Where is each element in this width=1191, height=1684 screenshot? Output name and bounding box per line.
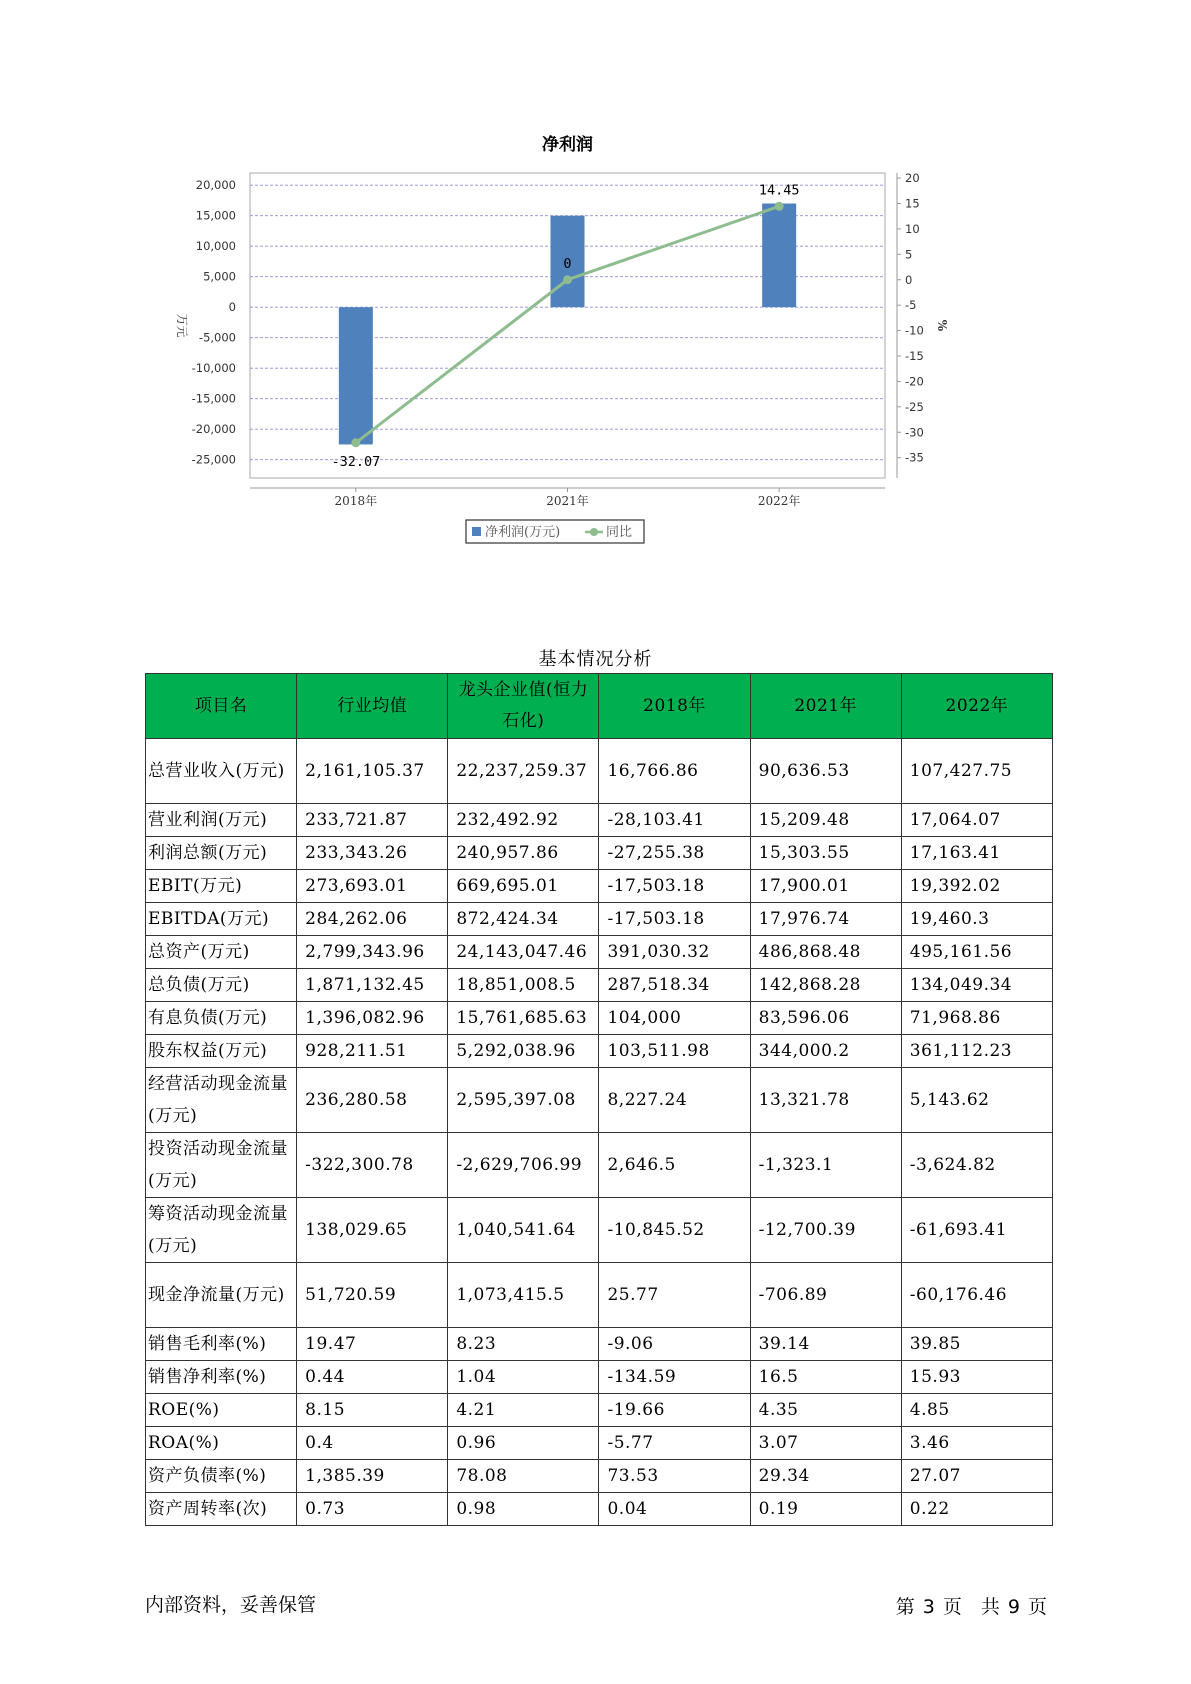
value-cell: 4.35	[750, 1394, 901, 1427]
value-cell: 19,392.02	[901, 870, 1052, 903]
value-cell: 15,209.48	[750, 804, 901, 837]
table-row	[146, 1133, 1053, 1198]
y-left-tick-label: -25,000	[191, 452, 236, 467]
value-cell: 284,262.06	[297, 903, 448, 936]
value-cell: 16.5	[750, 1361, 901, 1394]
value-cell: -17,503.18	[599, 903, 750, 936]
value-cell: 4.21	[448, 1394, 599, 1427]
value-cell: 8,227.24	[599, 1068, 750, 1133]
value-cell: 0.19	[750, 1493, 901, 1526]
value-cell: 8.15	[297, 1394, 448, 1427]
value-cell: 19,460.3	[901, 903, 1052, 936]
value-cell: 73.53	[599, 1460, 750, 1493]
value-cell: 39.14	[750, 1328, 901, 1361]
value-cell: 486,868.48	[750, 936, 901, 969]
chart-title: 净利润	[542, 135, 593, 155]
value-cell: 90,636.53	[750, 739, 901, 804]
row-label-cell: 总资产(万元)	[146, 936, 297, 969]
value-cell: -3,624.82	[901, 1133, 1052, 1198]
value-cell: 22,237,259.37	[448, 739, 599, 804]
value-cell: 0.44	[297, 1361, 448, 1394]
value-cell: 872,424.34	[448, 903, 599, 936]
value-cell: 0.73	[297, 1493, 448, 1526]
y-right-tick-label: -30	[905, 425, 924, 440]
table-row	[146, 804, 1053, 837]
value-cell: 142,868.28	[750, 969, 901, 1002]
page-current: 3	[922, 1596, 935, 1618]
y-right-tick-label: -5	[905, 298, 917, 313]
value-cell: 17,064.07	[901, 804, 1052, 837]
table-row	[146, 969, 1053, 1002]
value-cell: 39.85	[901, 1328, 1052, 1361]
table-row	[146, 1263, 1053, 1328]
value-cell: 19.47	[297, 1328, 448, 1361]
x-tick-label: 2021年	[546, 494, 589, 508]
x-tick-label: 2022年	[757, 494, 801, 508]
value-cell: 287,518.34	[599, 969, 750, 1002]
value-cell: 669,695.01	[448, 870, 599, 903]
value-cell: 1.04	[448, 1361, 599, 1394]
table-row	[146, 1493, 1053, 1526]
value-cell: -10,845.52	[599, 1198, 750, 1263]
table-row	[146, 1427, 1053, 1460]
row-label-cell: 筹资活动现金流量(万元)	[146, 1198, 297, 1263]
legend-bar-swatch	[472, 527, 481, 536]
value-cell: 273,693.01	[297, 870, 448, 903]
yoy-point	[775, 202, 784, 211]
yoy-point	[563, 275, 572, 284]
row-label-cell: EBIT(万元)	[146, 870, 297, 903]
yoy-data-label: 14.45	[758, 182, 800, 199]
value-cell: 0.04	[599, 1493, 750, 1526]
value-cell: 13,321.78	[750, 1068, 901, 1133]
value-cell: -17,503.18	[599, 870, 750, 903]
value-cell: -12,700.39	[750, 1198, 901, 1263]
y-right-tick-label: -10	[905, 323, 924, 338]
value-cell: 2,595,397.08	[448, 1068, 599, 1133]
value-cell: -5.77	[599, 1427, 750, 1460]
legend-line-label: 同比	[606, 525, 633, 540]
page-suffix: 页	[1027, 1596, 1047, 1618]
table-row	[146, 1361, 1053, 1394]
value-cell: 5,292,038.96	[448, 1035, 599, 1068]
value-cell: 15,303.55	[750, 837, 901, 870]
value-cell: 25.77	[599, 1263, 750, 1328]
table-row	[146, 1328, 1053, 1361]
table-row	[146, 1035, 1053, 1068]
value-cell: 138,029.65	[297, 1198, 448, 1263]
row-label-cell: 股东权益(万元)	[146, 1035, 297, 1068]
yoy-data-label: -32.07	[331, 453, 381, 470]
analysis-table	[145, 673, 1053, 1526]
value-cell: 240,957.86	[448, 837, 599, 870]
row-label-cell: ROA(%)	[146, 1427, 297, 1460]
header-cell: 项目名	[146, 674, 297, 739]
table-row	[146, 837, 1053, 870]
value-cell: 2,161,105.37	[297, 739, 448, 804]
row-label-cell: 营业利润(万元)	[146, 804, 297, 837]
value-cell: -322,300.78	[297, 1133, 448, 1198]
header-cell: 2021年	[750, 674, 901, 739]
value-cell: 51,720.59	[297, 1263, 448, 1328]
y-left-tick-label: -10,000	[191, 361, 236, 376]
row-label-cell: 经营活动现金流量(万元)	[146, 1068, 297, 1133]
table-row	[146, 1068, 1053, 1133]
value-cell: 18,851,008.5	[448, 969, 599, 1002]
value-cell: 17,976.74	[750, 903, 901, 936]
y-right-tick-label: -25	[905, 399, 924, 414]
value-cell: 2,646.5	[599, 1133, 750, 1198]
value-cell: -9.06	[599, 1328, 750, 1361]
header-cell: 2018年	[599, 674, 750, 739]
value-cell: -19.66	[599, 1394, 750, 1427]
table-row	[146, 870, 1053, 903]
value-cell: -27,255.38	[599, 837, 750, 870]
page-prefix: 第	[895, 1596, 915, 1618]
page-total: 9	[1007, 1596, 1020, 1618]
value-cell: 83,596.06	[750, 1002, 901, 1035]
table-row	[146, 1394, 1053, 1427]
y-right-tick-label: -15	[905, 349, 924, 363]
value-cell: 0.98	[448, 1493, 599, 1526]
value-cell: 3.07	[750, 1427, 901, 1460]
value-cell: 134,049.34	[901, 969, 1052, 1002]
value-cell: 1,396,082.96	[297, 1002, 448, 1035]
row-label-cell: 投资活动现金流量(万元)	[146, 1133, 297, 1198]
y-left-tick-label: 5,000	[203, 269, 236, 284]
profit-bar	[339, 307, 373, 444]
value-cell: 8.23	[448, 1328, 599, 1361]
chart-canvas	[170, 128, 1030, 598]
header-cell: 行业均值	[297, 674, 448, 739]
footer-confidential-note: 内部资料，妥善保管	[145, 1594, 317, 1616]
y-right-tick-label: -35	[905, 450, 924, 465]
table-row	[146, 1198, 1053, 1263]
value-cell: 1,385.39	[297, 1460, 448, 1493]
row-label-cell: 利润总额(万元)	[146, 837, 297, 870]
row-label-cell: 现金净流量(万元)	[146, 1263, 297, 1328]
y-left-tick-label: 15,000	[195, 208, 236, 223]
table-row	[146, 903, 1053, 936]
table-row	[146, 1002, 1053, 1035]
value-cell: 361,112.23	[901, 1035, 1052, 1068]
value-cell: 233,721.87	[297, 804, 448, 837]
value-cell: 15.93	[901, 1361, 1052, 1394]
table-body	[146, 739, 1053, 1526]
value-cell: 1,040,541.64	[448, 1198, 599, 1263]
value-cell: -2,629,706.99	[448, 1133, 599, 1198]
value-cell: 16,766.86	[599, 739, 750, 804]
value-cell: 3.46	[901, 1427, 1052, 1460]
value-cell: 104,000	[599, 1002, 750, 1035]
profit-bar	[762, 204, 796, 308]
value-cell: 233,343.26	[297, 837, 448, 870]
legend-line-marker	[590, 528, 598, 536]
value-cell: 0.4	[297, 1427, 448, 1460]
table-row	[146, 739, 1053, 804]
y-right-tick-label: 0	[905, 272, 913, 287]
value-cell: 17,900.01	[750, 870, 901, 903]
table-row	[146, 1460, 1053, 1493]
row-label-cell: 销售毛利率(%)	[146, 1328, 297, 1361]
row-label-cell: 资产负债率(%)	[146, 1460, 297, 1493]
y-left-tick-label: -5,000	[198, 330, 236, 345]
value-cell: -706.89	[750, 1263, 901, 1328]
y-right-tick-label: -20	[905, 374, 924, 389]
value-cell: 232,492.92	[448, 804, 599, 837]
value-cell: -1,323.1	[750, 1133, 901, 1198]
header-cell: 2022年	[901, 674, 1052, 739]
header-cell: 龙头企业值(恒力石化)	[448, 674, 599, 739]
value-cell: 78.08	[448, 1460, 599, 1493]
row-label-cell: 总营业收入(万元)	[146, 739, 297, 804]
y-right-tick-label: 10	[905, 221, 920, 236]
y-left-tick-label: 0	[228, 300, 236, 315]
value-cell: 928,211.51	[297, 1035, 448, 1068]
y-left-tick-label: 10,000	[195, 239, 236, 254]
value-cell: 24,143,047.46	[448, 936, 599, 969]
table-header-row	[146, 674, 1053, 739]
y-left-tick-label: -20,000	[191, 422, 236, 437]
table-title: 基本情况分析	[538, 649, 653, 670]
value-cell: 107,427.75	[901, 739, 1052, 804]
yoy-point	[351, 438, 360, 447]
net-profit-chart	[170, 128, 1030, 598]
row-label-cell: 有息负债(万元)	[146, 1002, 297, 1035]
value-cell: 27.07	[901, 1460, 1052, 1493]
value-cell: 495,161.56	[901, 936, 1052, 969]
value-cell: -28,103.41	[599, 804, 750, 837]
y-left-axis-label: 万元	[175, 313, 189, 338]
value-cell: -134.59	[599, 1361, 750, 1394]
value-cell: 17,163.41	[901, 837, 1052, 870]
x-tick-label: 2018年	[334, 494, 378, 508]
row-label-cell: 总负债(万元)	[146, 969, 297, 1002]
value-cell: 0.22	[901, 1493, 1052, 1526]
value-cell: 1,073,415.5	[448, 1263, 599, 1328]
y-left-tick-label: 20,000	[195, 178, 236, 193]
value-cell: 71,968.86	[901, 1002, 1052, 1035]
footer-page-number	[892, 1592, 1051, 1619]
y-right-axis-label: %	[935, 319, 949, 332]
y-right-tick-label: 20	[905, 171, 920, 186]
value-cell: -60,176.46	[901, 1263, 1052, 1328]
value-cell: 2,799,343.96	[297, 936, 448, 969]
value-cell: 103,511.98	[599, 1035, 750, 1068]
value-cell: 344,000.2	[750, 1035, 901, 1068]
row-label-cell: 销售净利率(%)	[146, 1361, 297, 1394]
page-mid: 页 共	[942, 1596, 1000, 1618]
table-row	[146, 936, 1053, 969]
value-cell: -61,693.41	[901, 1198, 1052, 1263]
y-left-tick-label: -15,000	[191, 391, 236, 406]
row-label-cell: 资产周转率(次)	[146, 1493, 297, 1526]
value-cell: 1,871,132.45	[297, 969, 448, 1002]
value-cell: 236,280.58	[297, 1068, 448, 1133]
yoy-data-label: 0	[563, 255, 572, 272]
y-right-tick-label: 5	[905, 247, 913, 262]
value-cell: 391,030.32	[599, 936, 750, 969]
value-cell: 5,143.62	[901, 1068, 1052, 1133]
row-label-cell: ROE(%)	[146, 1394, 297, 1427]
value-cell: 4.85	[901, 1394, 1052, 1427]
y-right-tick-label: 15	[905, 196, 920, 211]
legend-bar-label: 净利润(万元)	[485, 525, 561, 540]
value-cell: 0.96	[448, 1427, 599, 1460]
value-cell: 29.34	[750, 1460, 901, 1493]
row-label-cell: EBITDA(万元)	[146, 903, 297, 936]
value-cell: 15,761,685.63	[448, 1002, 599, 1035]
